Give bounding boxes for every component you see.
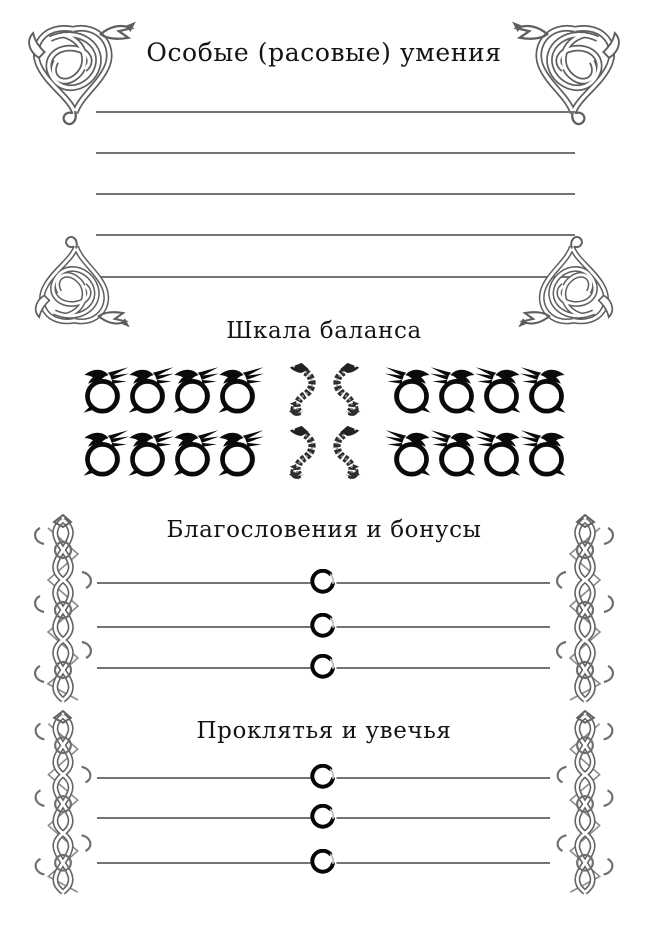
ouroboros-mirrored-icon — [385, 425, 432, 481]
balance-center-serpents — [288, 425, 361, 486]
ouroboros-icon — [172, 362, 219, 418]
ouroboros-icon — [127, 362, 174, 418]
serpent-left-icon — [288, 359, 317, 423]
write-line — [96, 111, 575, 113]
balance-row — [0, 425, 648, 486]
ouroboros-mirrored-icon — [430, 425, 477, 481]
balance-row — [0, 362, 648, 423]
write-line — [96, 193, 575, 195]
serpent-left-icon — [288, 422, 317, 486]
ouroboros-mirrored-icon — [475, 362, 522, 418]
balance-center-serpents — [288, 362, 361, 423]
section-title-racial-abilities: Особые (расовые) умения — [146, 38, 502, 67]
write-line — [96, 276, 575, 278]
ouroboros-icon — [217, 425, 264, 481]
ouroboros-icon — [82, 362, 129, 418]
serpent-right-icon — [332, 422, 361, 486]
ouroboros-mirrored-icon — [520, 362, 567, 418]
ouroboros-mirrored-icon — [430, 362, 477, 418]
ouroboros-mirrored-icon — [475, 425, 522, 481]
enso-ring-icon — [310, 804, 337, 831]
section-title-balance: Шкала баланса — [226, 318, 422, 344]
write-line — [96, 152, 575, 154]
write-line — [96, 234, 575, 236]
section-title-curses: Проклятья и увечья — [196, 718, 452, 744]
ouroboros-mirrored-icon — [385, 362, 432, 418]
section-title-blessings: Благословения и бонусы — [166, 517, 482, 543]
ouroboros-icon — [127, 425, 174, 481]
ouroboros-icon — [172, 425, 219, 481]
enso-ring-icon — [310, 569, 337, 596]
enso-ring-icon — [310, 764, 337, 791]
ouroboros-icon — [82, 425, 129, 481]
enso-ring-icon — [310, 849, 337, 876]
ouroboros-icon — [217, 362, 264, 418]
enso-ring-icon — [310, 654, 337, 681]
knot-corner-top-left-icon — [16, 14, 136, 132]
knot-corner-top-right-icon — [512, 14, 632, 132]
serpent-right-icon — [332, 359, 361, 423]
ouroboros-mirrored-icon — [520, 425, 567, 481]
enso-ring-icon — [310, 613, 337, 640]
